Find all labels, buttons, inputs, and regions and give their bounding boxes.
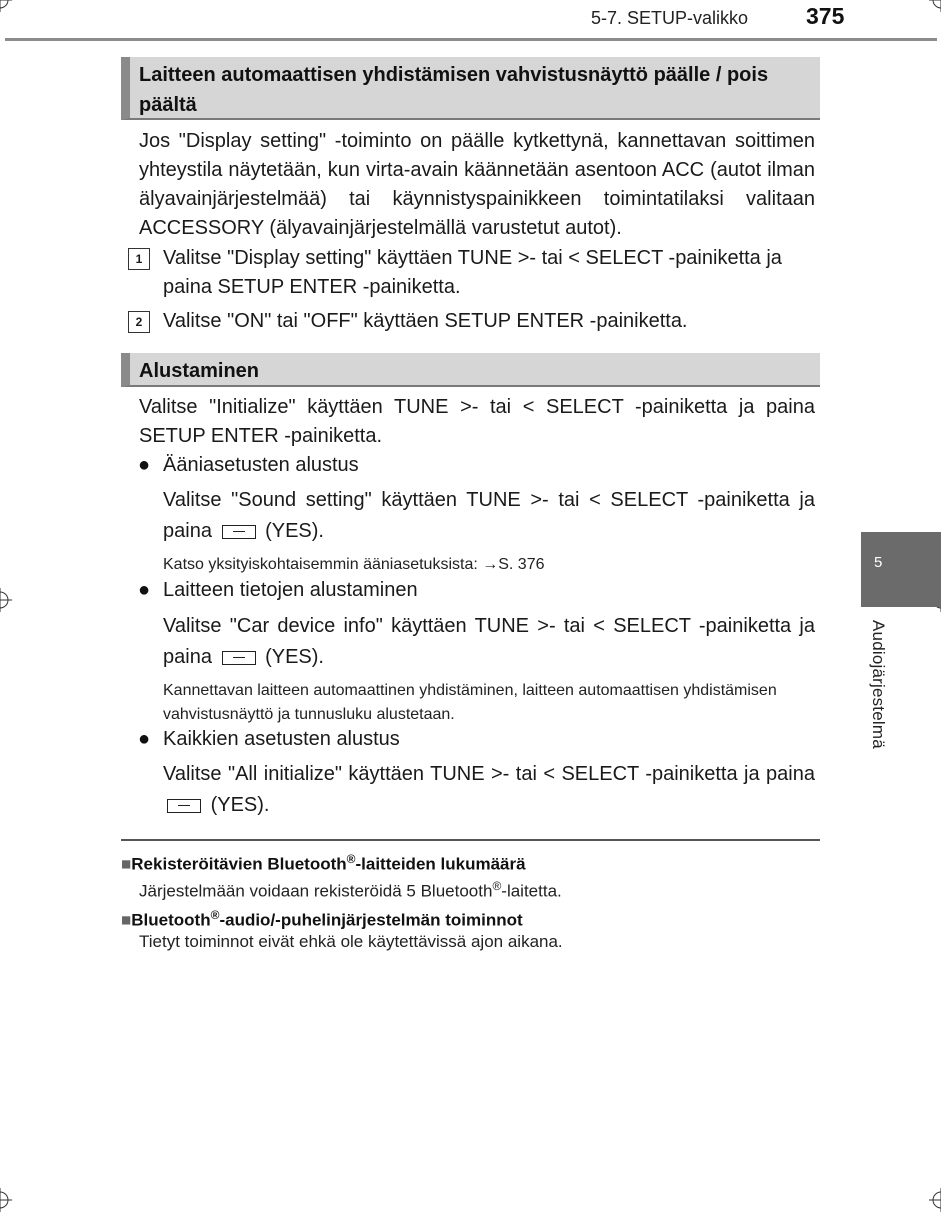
bullet-icon: ● [138, 454, 151, 476]
registered-mark: ® [346, 852, 356, 866]
note-body-text: Järjestelmään voidaan rekisteröidä 5 Bluetooth [139, 881, 493, 901]
note-heading-text: Bluetooth [131, 910, 211, 930]
bullet-icon: ● [138, 728, 151, 750]
instruction-text: (YES). [210, 794, 270, 816]
square-bullet-icon: ■ [121, 910, 132, 930]
item-heading: Ääniasetusten alustus [163, 454, 359, 476]
chapter-tab [861, 532, 941, 607]
registration-mark-icon [929, 1188, 941, 1212]
chapter-number: 5 [874, 554, 883, 571]
bullet-icon: ● [138, 579, 151, 601]
registration-mark-icon [0, 1188, 12, 1212]
header-divider [5, 38, 937, 41]
note-heading-text: -laitteiden lukumäärä [355, 854, 526, 874]
chapter-label: Audiojärjestelmä [869, 620, 888, 749]
note-heading-text: -audio/-puhelinjärjestelmän toiminnot [219, 910, 523, 930]
registration-mark-icon [0, 588, 12, 612]
item-instruction [163, 611, 815, 673]
registered-mark: ® [210, 908, 220, 922]
instruction-text: Valitse "All initialize" käyttäen TUNE >- tai < SELECT -painiketta ja paina [163, 763, 815, 785]
note-text: Tietyt toiminnot eivät ehkä ole käytettävissä ajon aikana. [139, 932, 563, 951]
instruction-text: Valitse "Car device info" käyttäen TUNE >- tai < SELECT -painiketta ja paina [163, 615, 815, 668]
item-instruction [163, 485, 815, 547]
item-instruction [163, 759, 815, 821]
instruction-text: (YES). [265, 646, 324, 668]
note-body-text: -laitetta. [501, 881, 562, 901]
yes-button-icon [222, 525, 256, 539]
item-heading: Kaikkien asetusten alustus [163, 728, 400, 750]
registration-mark-icon [929, 0, 941, 12]
registration-mark-icon [0, 0, 12, 12]
section-heading: Alustaminen [121, 353, 820, 387]
item-heading: Laitteen tietojen alustaminen [163, 579, 418, 601]
item-note: Kannettavan laitteen automaattinen yhdistäminen, laitteen automaattisen yhdistämisen vahvistusnäyttö ja tunnusluku alustetaan. [163, 682, 777, 723]
note-heading-text: Rekisteröitävien Bluetooth [131, 854, 347, 874]
section-intro: Jos "Display setting" -toiminto on päälle kytkettynä, kannettavan soittimen yhteystila näytetään, kun virta-avain käännetään asentoon ACC (autot ilman älyavainjärjestelmää) tai käynnistyspainikkeen toimintatilaksi valitaan ACCESSORY (älyavainjärjestelmällä varustetut autot). [139, 130, 815, 239]
note-text [139, 874, 562, 904]
registered-mark: ® [492, 879, 502, 893]
section-title: 5-7. SETUP-valikko [591, 8, 749, 28]
note-heading [121, 903, 523, 933]
step-number-badge: 2 [128, 311, 150, 333]
step-number-badge: 1 [128, 248, 150, 270]
item-note: Katso yksityiskohtaisemmin ääniasetuksista: →S. 376 [163, 556, 545, 573]
section-intro: Valitse "Initialize" käyttäen TUNE >- tai < SELECT -painiketta ja paina SETUP ENTER -painiketta. [139, 396, 815, 447]
note-heading [121, 847, 526, 877]
step-text: Valitse "ON" tai "OFF" käyttäen SETUP ENTER -painiketta. [163, 310, 688, 332]
page-number: 375 [806, 3, 845, 29]
step-text: Valitse "Display setting" käyttäen TUNE >- tai < SELECT -painiketta ja paina SETUP ENTER -painiketta. [163, 247, 782, 298]
instruction-text: (YES). [265, 520, 324, 542]
instruction-text: Valitse "Sound setting" käyttäen TUNE >- tai < SELECT -painiketta ja paina [163, 489, 815, 542]
square-bullet-icon: ■ [121, 854, 132, 874]
notes-divider [121, 839, 820, 841]
yes-button-icon [222, 651, 256, 665]
yes-button-icon [167, 799, 201, 813]
section-heading: Laitteen automaattisen yhdistämisen vahvistusnäyttö päälle / pois päältä [121, 57, 820, 120]
